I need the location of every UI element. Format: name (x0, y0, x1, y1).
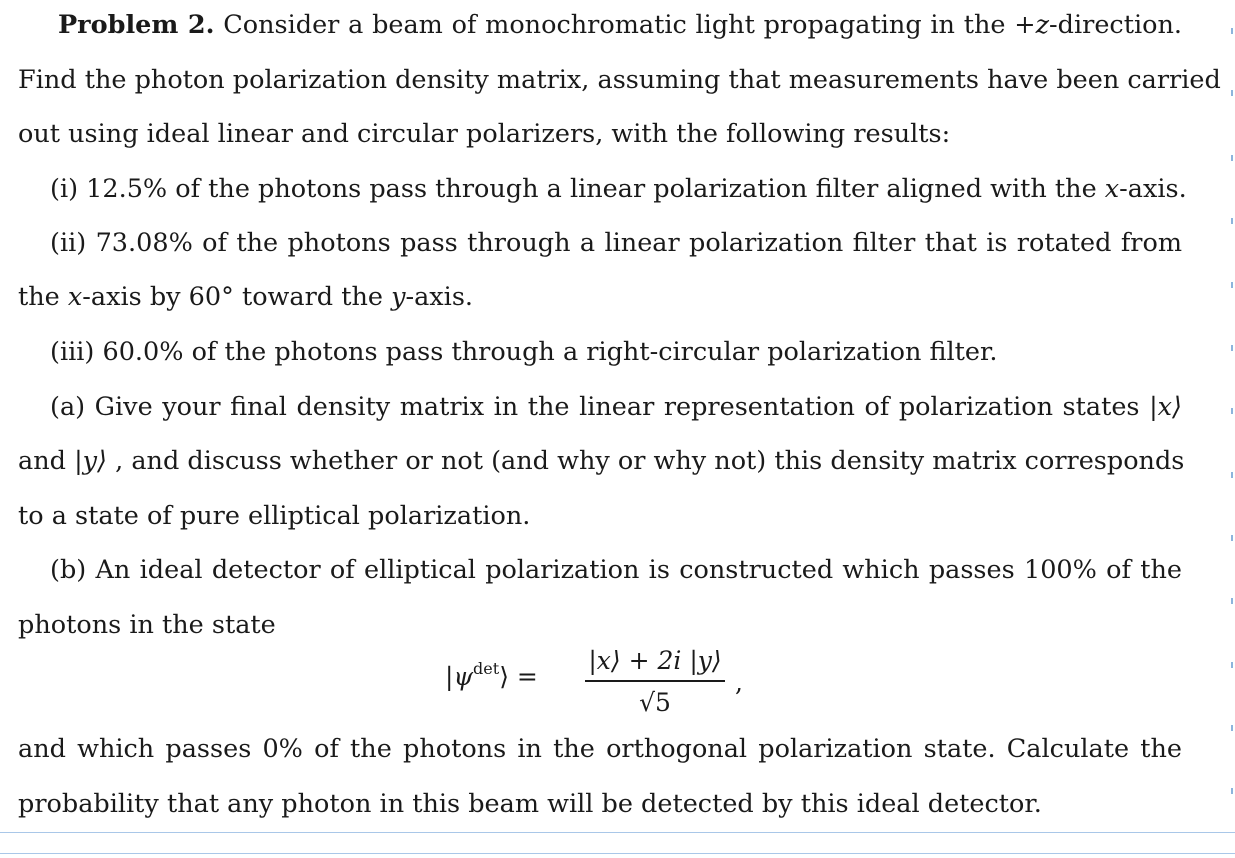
part-a-line-2: and |y⟩ , and discuss whether or not (and why or why not) this density matrix corresponds (18, 446, 1185, 476)
part-b-line-2: photons in the state (18, 610, 276, 640)
margin-tick (1231, 155, 1233, 161)
detector-state-equation (445, 638, 765, 722)
part-a-line-3: to a state of pure elliptical polarization. (18, 501, 531, 531)
equation-lhs: $|\psi^{det}⟩$ = (445, 659, 538, 691)
problem-heading: Problem 2. (58, 10, 215, 40)
margin-tick (1231, 725, 1233, 731)
margin-tick (1231, 218, 1233, 224)
margin-tick (1231, 282, 1233, 288)
margin-tick (1231, 345, 1233, 351)
item-i: (i) 12.5% of the photons pass through a linear polarization filter aligned with the x-axis. (50, 174, 1187, 204)
problem-intro-line-3: out using ideal linear and circular polarizers, with the following results: (18, 119, 951, 149)
problem-intro-line-2: Find the photon polarization density matrix, assuming that measurements have been carried (18, 65, 1221, 95)
equation-denominator: √5 (639, 688, 671, 717)
item-ii-line-1: (ii) 73.08% of the photons pass through a linear polarization filter that is rotated from (50, 228, 1182, 258)
margin-tick (1231, 28, 1233, 34)
part-b-line-1: (b) An ideal detector of elliptical polarization is constructed which passes 100% of the (50, 555, 1182, 585)
margin-tick (1231, 535, 1233, 541)
margin-tick (1231, 408, 1233, 414)
equation-comma: , (735, 668, 743, 697)
margin-tick (1231, 472, 1233, 478)
fraction-bar (585, 680, 725, 682)
margin-tick (1231, 598, 1233, 604)
part-a-line-1: (a) Give your final density matrix in the linear representation of polarization states |x⟩ (50, 392, 1182, 422)
item-iii: (iii) 60.0% of the photons pass through a right-circular polarization filter. (50, 337, 998, 367)
problem-intro-line-1: Problem 2. Consider a beam of monochromatic light propagating in the +z-direction. (58, 10, 1182, 40)
bottom-divider (0, 832, 1235, 833)
margin-tick (1231, 662, 1233, 668)
equation-numerator: |x⟩ + 2i |y⟩ (588, 646, 722, 675)
part-b-line-4: probability that any photon in this beam will be detected by this ideal detector. (18, 789, 1042, 819)
margin-tick (1231, 788, 1233, 794)
item-ii-line-2: the x-axis by 60° toward the y-axis. (18, 282, 474, 312)
margin-tick (1231, 90, 1233, 96)
bottom-divider-2 (0, 853, 1235, 854)
part-b-line-3: and which passes 0% of the photons in the orthogonal polarization state. Calculate the (18, 734, 1182, 764)
